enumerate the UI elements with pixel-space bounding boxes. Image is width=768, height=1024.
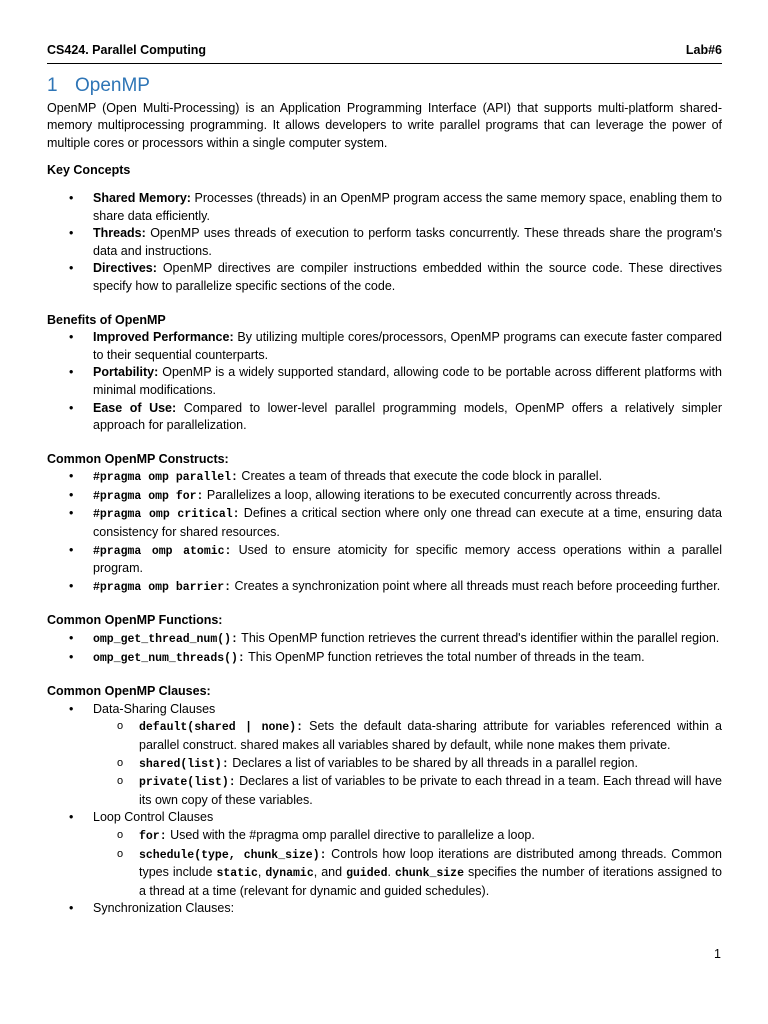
benefits-title: Benefits of OpenMP xyxy=(47,312,166,327)
functions-title: Common OpenMP Functions: xyxy=(47,613,223,628)
list-item: • Improved Performance: By utilizing multiple cores/processors, OpenMP programs can execute faster compared to their sequential counterparts. xyxy=(47,329,722,364)
section-title: OpenMP xyxy=(75,74,150,96)
list-item: • Loop Control Clauses xyxy=(47,809,722,827)
page-header xyxy=(47,42,722,64)
constructs-list xyxy=(47,468,722,596)
sub-list-item: o for: Used with the #pragma omp parallel directive to parallelize a loop. xyxy=(47,827,722,846)
sub-list-item: o default(shared | none): Sets the default data-sharing attribute for variables referenced within a parallel construct. shared makes all variables shared by default, while none makes them private. xyxy=(47,718,722,754)
lab-number: Lab#6 xyxy=(685,43,722,57)
list-item: • #pragma omp atomic: Used to ensure atomicity for specific memory access operations within a parallel program. xyxy=(47,542,722,578)
list-item: • Data-Sharing Clauses xyxy=(47,701,722,719)
functions-list xyxy=(47,630,722,667)
list-item: • Shared Memory: Processes (threads) in an OpenMP program access the same memory space, enabling them to share data efficiently. xyxy=(47,190,722,225)
list-item: • Threads: OpenMP uses threads of execution to perform tasks concurrently. These threads share the program's data and instructions. xyxy=(47,225,722,260)
list-item: • Portability: OpenMP is a widely supported standard, allowing code to be portable across different platforms with minimal modifications. xyxy=(47,364,722,399)
sub-list-item: o private(list): Declares a list of variables to be private to each thread in a team. Each thread will have its own copy of these variables. xyxy=(47,773,722,809)
sub-list-item: o schedule(type, chunk_size): Controls how loop iterations are distributed among threads. Common types include static, dynamic, and guided. chunk_size specifies the number of iterations assigned to a thread at a time (relevant for dynamic and guided schedules). xyxy=(47,846,722,901)
list-item: • #pragma omp critical: Defines a critical section where only one thread can execute at a time, ensuring data consistency for shared resources. xyxy=(47,505,722,541)
course-title: CS424. Parallel Computing xyxy=(47,43,207,57)
list-item: • #pragma omp barrier: Creates a synchronization point where all threads must reach before proceeding further. xyxy=(47,578,722,597)
sub-list-item: o shared(list): Declares a list of variables to be shared by all threads in a parallel region. xyxy=(47,755,722,774)
list-item: • Synchronization Clauses: xyxy=(47,900,722,918)
list-item: • #pragma omp parallel: Creates a team of threads that execute the code block in parallel. xyxy=(47,468,722,487)
section-number: 1 xyxy=(47,74,58,96)
key-concepts-list xyxy=(47,190,722,296)
key-concepts-title: Key Concepts xyxy=(47,163,131,178)
clauses-title: Common OpenMP Clauses: xyxy=(47,684,211,699)
benefits-list xyxy=(47,329,722,435)
list-item: • Directives: OpenMP directives are compiler instructions embedded within the source code. These directives specify how to parallelize specific sections of the code. xyxy=(47,260,722,295)
list-item: • #pragma omp for: Parallelizes a loop, allowing iterations to be executed concurrently across threads. xyxy=(47,487,722,506)
page-number: 1 xyxy=(714,947,721,961)
clauses-list xyxy=(47,701,722,918)
section-heading xyxy=(47,75,722,97)
intro-paragraph: OpenMP (Open Multi-Processing) is an Application Programming Interface (API) that supports multi-platform shared-memory multiprocessing programming. It allows developers to write parallel programs that can leverage the power of multiple cores or processors within a single computer system. xyxy=(47,100,722,150)
list-item: • omp_get_thread_num(): This OpenMP function retrieves the current thread's identifier within the parallel region. xyxy=(47,630,722,649)
list-item: • Ease of Use: Compared to lower-level parallel programming models, OpenMP offers a relatively simpler approach for parallelization. xyxy=(47,400,722,435)
list-item: • omp_get_num_threads(): This OpenMP function retrieves the total number of threads in the team. xyxy=(47,649,722,668)
constructs-title: Common OpenMP Constructs: xyxy=(47,451,229,466)
document-page xyxy=(47,42,722,918)
